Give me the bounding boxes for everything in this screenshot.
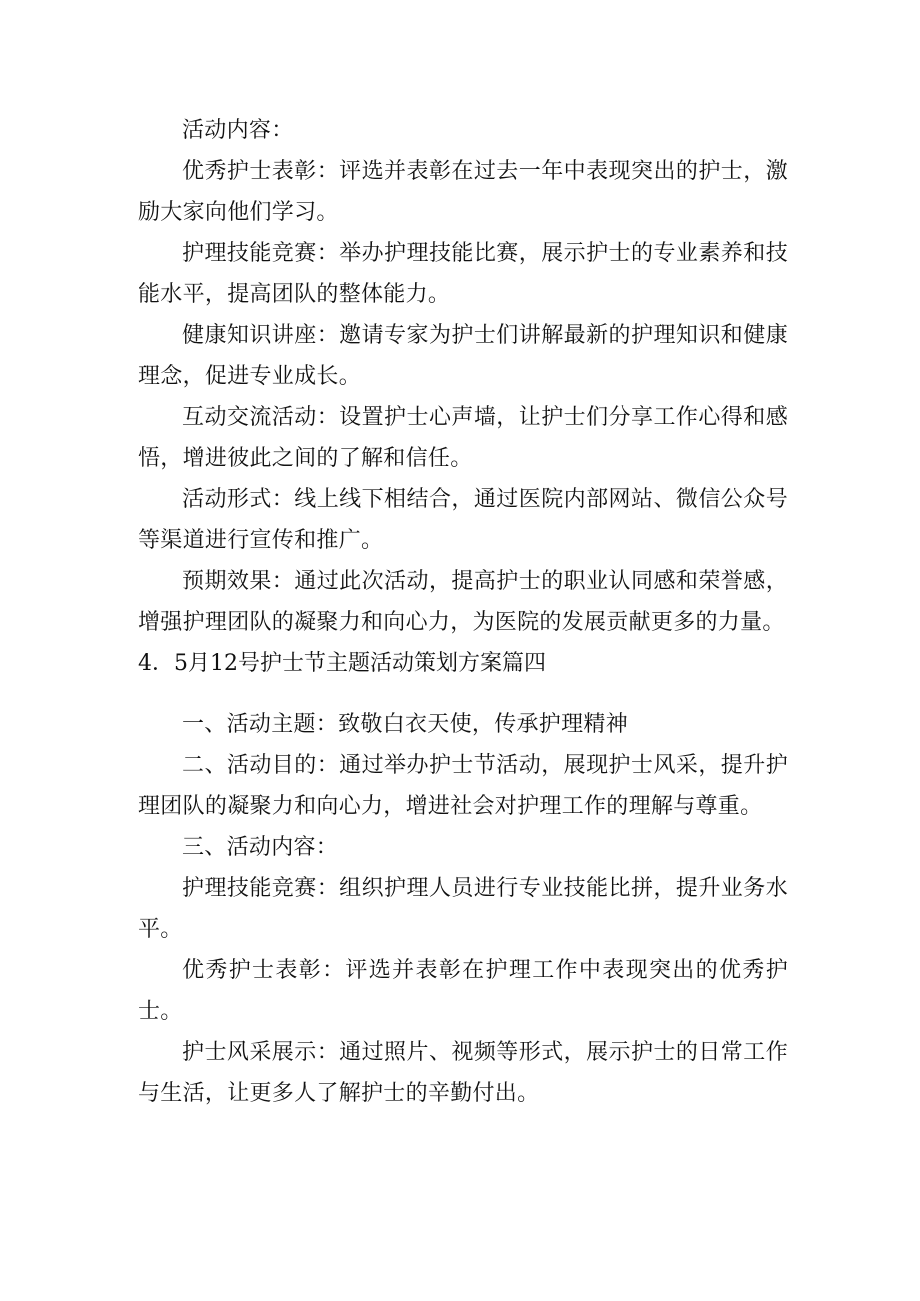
paragraph-interaction: 互动交流活动：设置护士心声墙，让护士们分享工作心得和感悟，增进彼此之间的了解和信任。 (138, 405, 788, 471)
paragraph-expected-effect: 预期效果：通过此次活动，提高护士的职业认同感和荣誉感，增强护理团队的凝聚力和向心力，为医院的发展贡献更多的力量。 (138, 569, 788, 635)
paragraph-activity-content-label: 活动内容： (182, 118, 294, 143)
section-heading: 4．5月12号护士节主题活动策划方案篇四 (138, 651, 546, 676)
paragraph-nurse-showcase: 护士风采展示：通过照片、视频等形式，展示护士的日常工作与生活，让更多人了解护士的辛勤付出。 (138, 1040, 788, 1106)
document-body (138, 110, 788, 1114)
paragraph-purpose: 二、活动目的：通过举办护士节活动，展现护士风采，提升护理团队的凝聚力和向心力，增进社会对护理工作的理解与尊重。 (138, 753, 788, 819)
paragraph-activity-form: 活动形式：线上线下相结合，通过医院内部网站、微信公众号等渠道进行宣传和推广。 (138, 487, 788, 553)
paragraph-skill-competition: 护理技能竞赛：举办护理技能比赛，展示护士的专业素养和技能水平，提高团队的整体能力。 (138, 241, 788, 307)
paragraph-health-lecture: 健康知识讲座：邀请专家为护士们讲解最新的护理知识和健康理念，促进专业成长。 (138, 323, 788, 389)
paragraph-theme: 一、活动主题：致敬白衣天使，传承护理精神 (182, 712, 629, 737)
paragraph-outstanding-nurse: 优秀护士表彰：评选并表彰在过去一年中表现突出的护士，激励大家向他们学习。 (138, 159, 788, 225)
paragraph-outstanding-nurse-2: 优秀护士表彰：评选并表彰在护理工作中表现突出的优秀护士。 (138, 958, 788, 1024)
paragraph-content-label: 三、活动内容： (182, 835, 339, 860)
paragraph-skill-competition-2: 护理技能竞赛：组织护理人员进行专业技能比拼，提升业务水平。 (138, 876, 788, 942)
